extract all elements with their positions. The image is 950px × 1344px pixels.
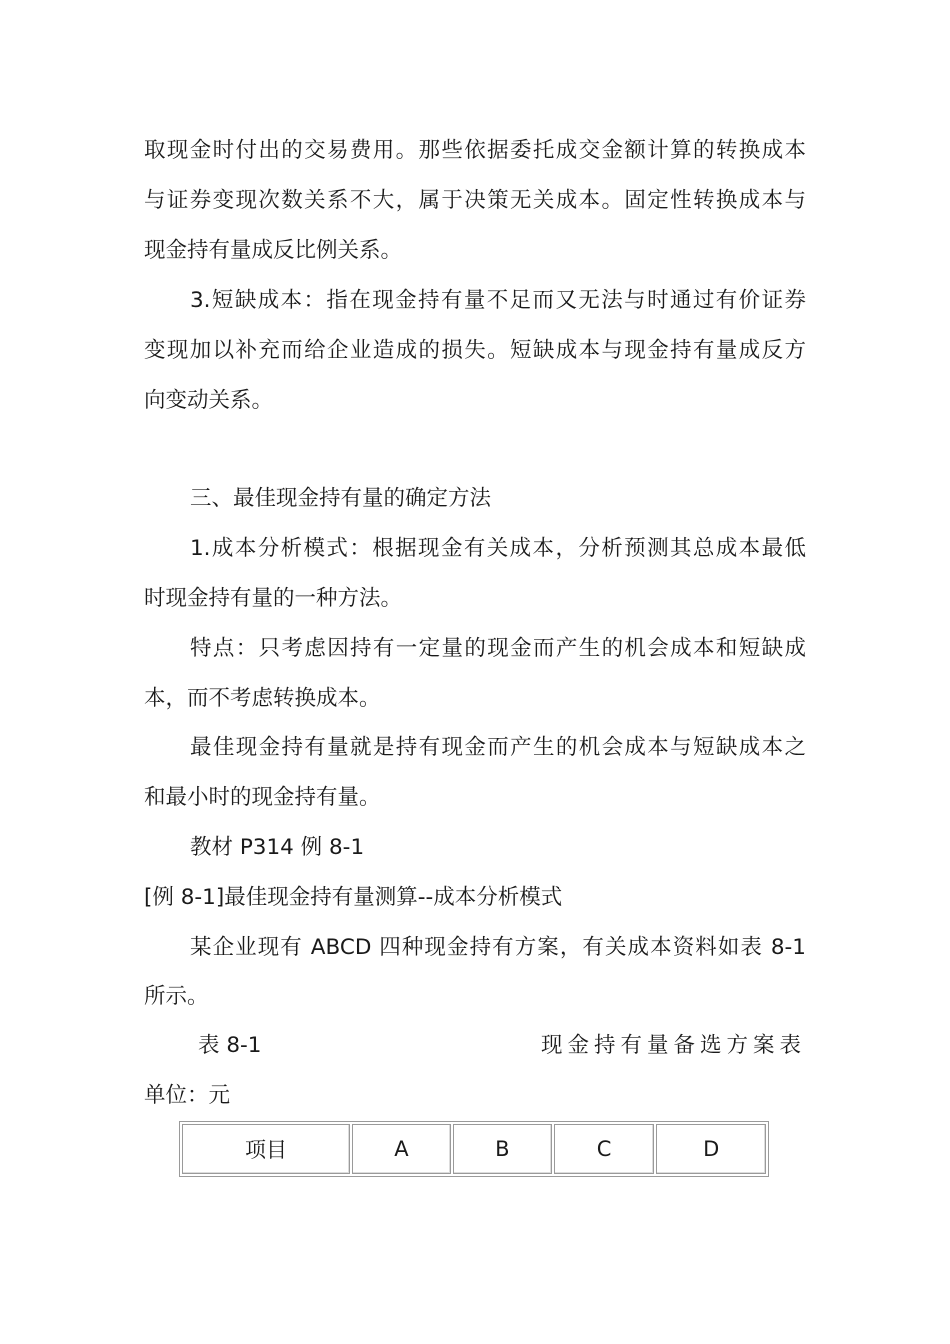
table-caption-label: 表 8-1	[198, 1033, 262, 1058]
paragraph-line: 向变动关系。	[144, 388, 274, 413]
cash-plan-table	[179, 1121, 769, 1177]
paragraph-line: 现金持有量成反比例关系。	[144, 238, 403, 263]
paragraph-line: 与证券变现次数关系不大，属于决策无关成本。固定性转换成本与	[144, 188, 806, 213]
paragraph-line: 最佳现金持有量就是持有现金而产生的机会成本与短缺成本之	[190, 735, 806, 760]
table-caption-title: 现金持有量备选方案表	[540, 1033, 806, 1058]
paragraph-line: 取现金时付出的交易费用。那些依据委托成交金额计算的转换成本	[144, 138, 806, 163]
paragraph-line: 所示。	[144, 984, 209, 1009]
table-header-cell: C	[554, 1124, 655, 1174]
table-header-cell: A	[352, 1124, 451, 1174]
example-title: [例 8-1]最佳现金持有量测算--成本分析模式	[144, 885, 563, 910]
paragraph-line: 和最小时的现金持有量。	[144, 785, 381, 810]
paragraph-line: 特点：只考虑因持有一定量的现金而产生的机会成本和短缺成	[190, 636, 806, 661]
section-heading: 三、最佳现金持有量的确定方法	[190, 486, 492, 511]
table-unit: 单位：元	[144, 1083, 231, 1108]
table-header-cell: 项目	[182, 1124, 350, 1174]
paragraph-line: 1.成本分析模式：根据现金有关成本，分析预测其总成本最低	[190, 536, 806, 561]
table-header-cell: D	[656, 1124, 766, 1174]
paragraph-line: 变现加以补充而给企业造成的损失。短缺成本与现金持有量成反方	[144, 338, 806, 363]
table-header-row	[182, 1124, 766, 1174]
paragraph-line: 本，而不考虑转换成本。	[144, 686, 381, 711]
paragraph-line: 时现金持有量的一种方法。	[144, 586, 403, 611]
paragraph-line: 某企业现有 ABCD 四种现金持有方案，有关成本资料如表 8-1	[190, 935, 806, 960]
table-header-cell: B	[453, 1124, 552, 1174]
paragraph-line: 3.短缺成本：指在现金持有量不足而又无法与时通过有价证券	[190, 288, 806, 313]
textbook-reference: 教材 P314 例 8-1	[190, 835, 365, 860]
